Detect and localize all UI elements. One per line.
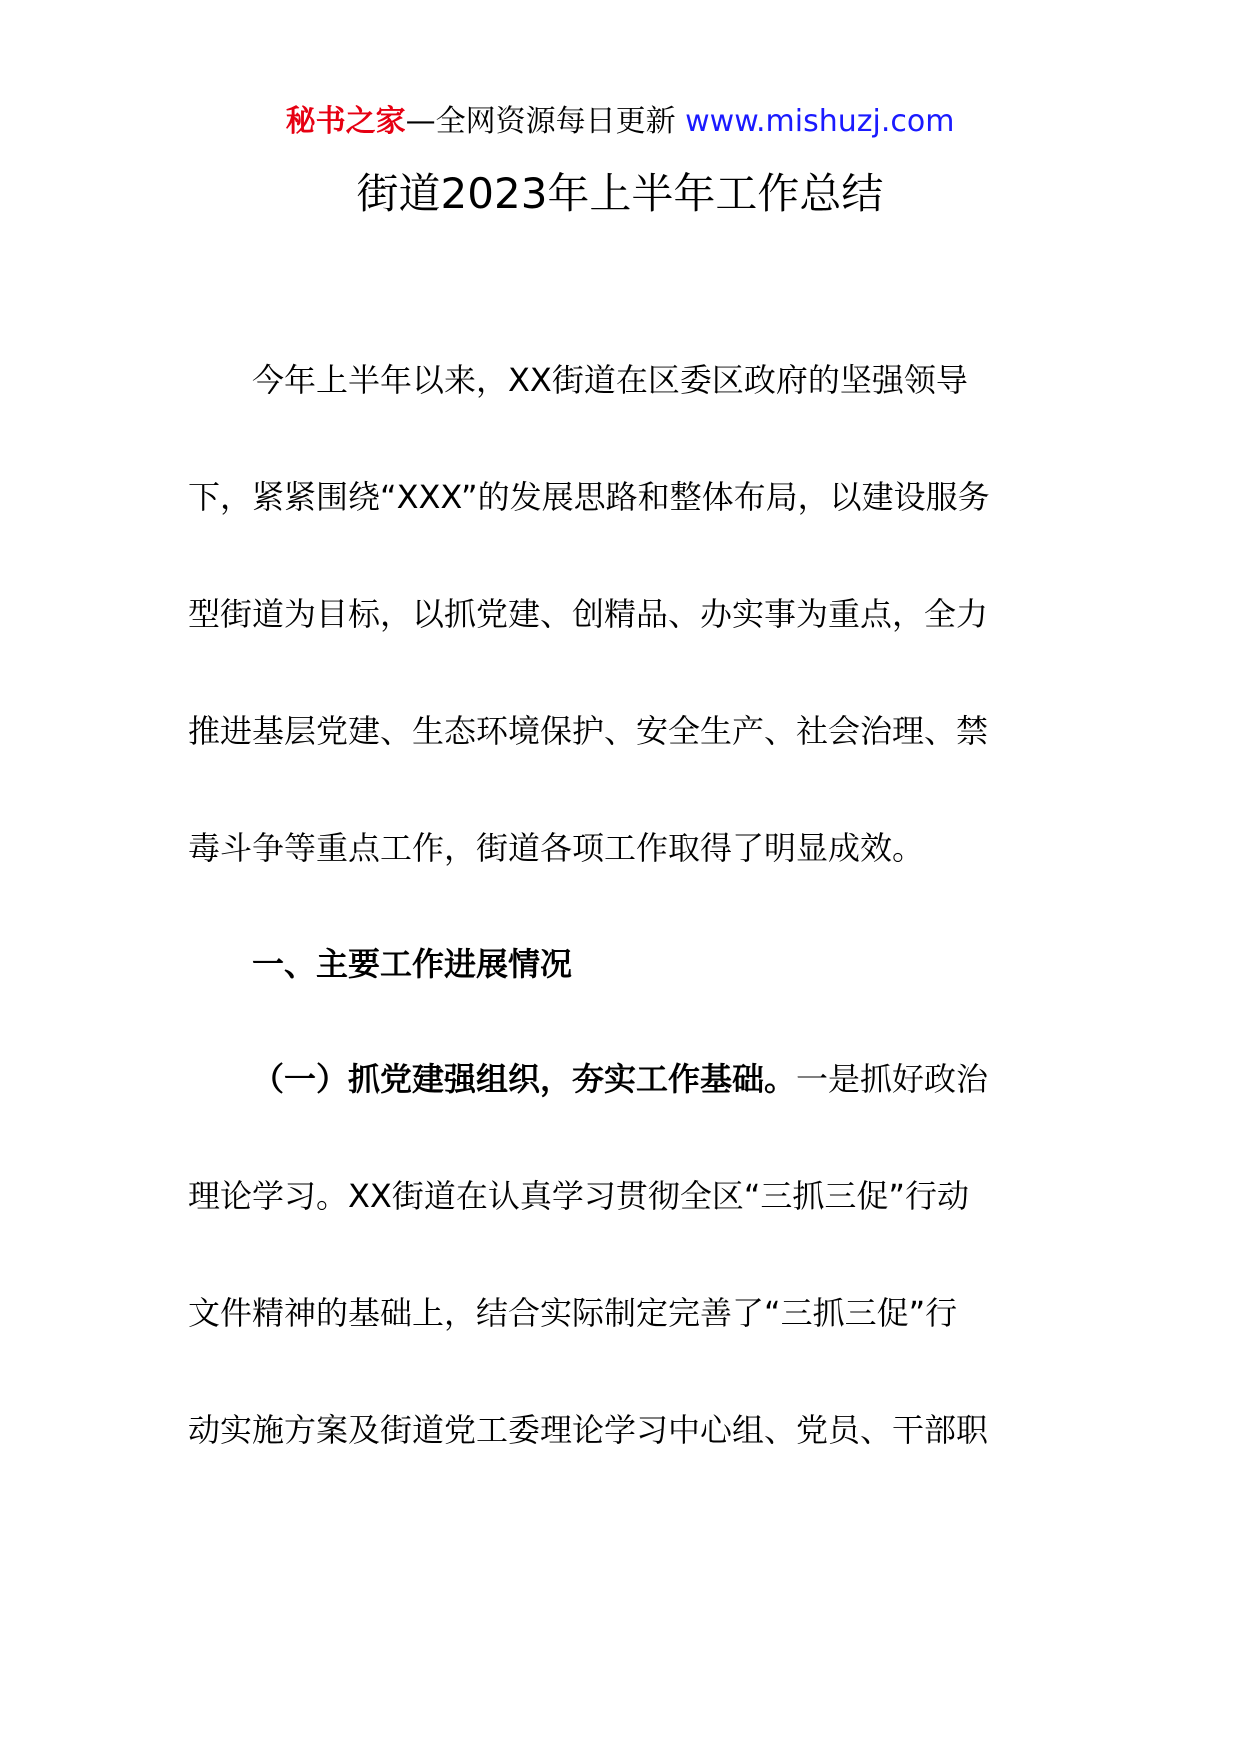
paragraph-line: 型街道为目标，以抓党建、创精品、办实事为重点，全力 <box>188 595 989 633</box>
subsection-heading: （一）抓党建强组织，夯实工作基础。 <box>252 1060 797 1098</box>
paragraph-line: 动实施方案及街道党工委理论学习中心组、党员、干部职 <box>188 1411 989 1449</box>
document-title: 街道2023年上半年工作总结 <box>356 169 884 218</box>
paragraph-line: 文件精神的基础上，结合实际制定完善了“三抓三促”行 <box>188 1294 958 1332</box>
subsection-line <box>252 1057 988 1101</box>
header-tagline: —全网资源每日更新 <box>405 104 686 139</box>
paragraph-line: 理论学习。XX街道在认真学习贯彻全区“三抓三促”行动 <box>188 1177 970 1215</box>
paragraph-line: 下，紧紧围绕“XXX”的发展思路和整体布局，以建设服务 <box>188 478 990 516</box>
subsection-text: 一是抓好政治 <box>796 1060 989 1098</box>
brand-name: 秘书之家 <box>285 104 406 139</box>
paragraph-line: 毒斗争等重点工作，街道各项工作取得了明显成效。 <box>188 829 925 867</box>
paragraph-line: 推进基层党建、生态环境保护、安全生产、社会治理、禁 <box>188 712 989 750</box>
site-url-link[interactable]: www.mishuzj.com <box>685 104 955 139</box>
watermark-header <box>0 101 1240 143</box>
paragraph-line: 今年上半年以来，XX街道在区委区政府的坚强领导 <box>252 361 968 399</box>
section-heading: 一、主要工作进展情况 <box>252 945 573 983</box>
